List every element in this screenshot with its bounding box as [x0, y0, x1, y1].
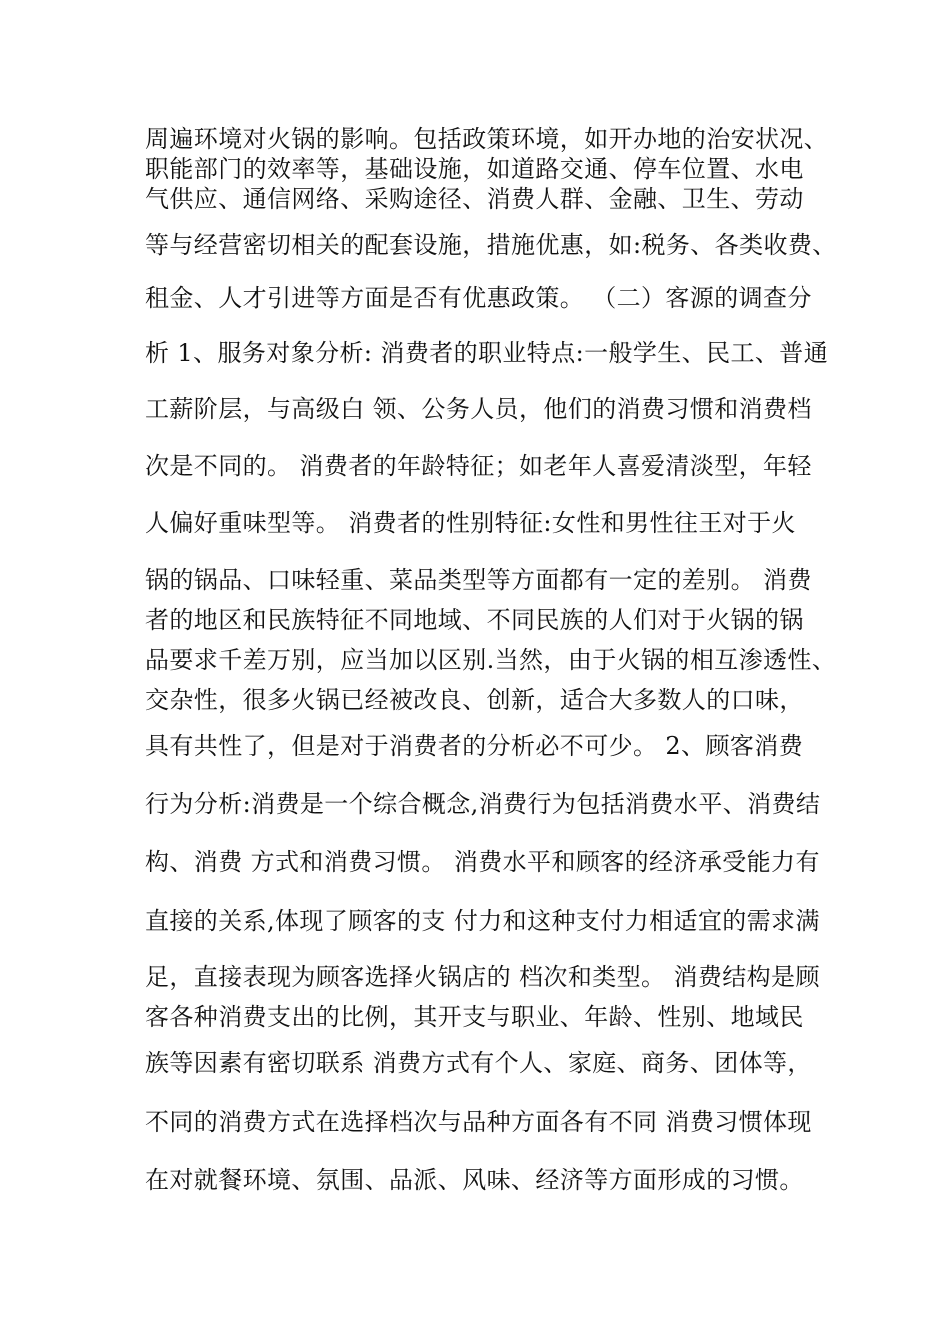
text-line-1: 周遍环境对火锅的影响。包括政策环境，如开办地的治安状况、: [145, 125, 829, 153]
text-line-13: 交杂性，很多火锅已经被改良、创新，适合大多数人的口味，: [145, 686, 804, 714]
text-line-16: 构、消费 方式和消费习惯。 消费水平和顾客的经济承受能力有: [145, 848, 820, 876]
text-line-5: 租金、人才引进等方面是否有优惠政策。 （二）客源的调查分: [145, 284, 812, 312]
text-line-8: 次是不同的。 消费者的年龄特征；如老年人喜爱清淡型，年轻: [145, 452, 812, 480]
text-line-9: 人偏好重味型等。 消费者的性别特征:女性和男性往王对于火: [145, 509, 796, 537]
text-line-21: 不同的消费方式在选择档次与品种方面各有不同 消费习惯体现: [145, 1108, 812, 1136]
text-line-18: 足，直接表现为顾客选择火锅店的 档次和类型。 消费结构是顾: [145, 963, 820, 991]
text-line-14: 具有共性了，但是对于消费者的分析必不可少。 2、顾客消费: [145, 732, 804, 760]
text-line-6: 析 1、服务对象分析: 消费者的职业特点:一般学生、民工、普通: [145, 339, 829, 367]
text-line-17: 直接的关系,体现了顾客的支 付力和这种支付力相适宜的需求满: [145, 907, 820, 935]
text-line-10: 锅的锅品、口味轻重、菜品类型等方面都有一定的差别。 消费: [145, 566, 812, 594]
text-line-19: 客各种消费支出的比例，其开支与职业、年龄、性别、地域民: [145, 1003, 804, 1031]
text-line-12: 品要求千差万别，应当加以区别.当然，由于火锅的相互渗透性、: [145, 646, 837, 674]
text-line-7: 工薪阶层，与高级白 领、公务人员，他们的消费习惯和消费档: [145, 395, 812, 423]
text-line-3: 气供应、通信网络、采购途径、消费人群、金融、卫生、劳动: [145, 185, 804, 213]
text-line-20: 族等因素有密切联系 消费方式有个人、家庭、商务、团体等，: [145, 1049, 812, 1077]
text-line-2: 职能部门的效率等，基础设施，如道路交通、停车位置、水电: [145, 155, 804, 183]
text-line-15: 行为分析:消费是一个综合概念,消费行为包括消费水平、消费结: [145, 790, 821, 818]
text-line-4: 等与经营密切相关的配套设施，措施优惠，如:税务、各类收费、: [145, 231, 837, 259]
text-line-22: 在对就餐环境、氛围、品派、风味、经济等方面形成的习惯。: [145, 1166, 804, 1194]
text-line-11: 者的地区和民族特征不同地域、不同民族的人们对于火锅的锅: [145, 606, 804, 634]
